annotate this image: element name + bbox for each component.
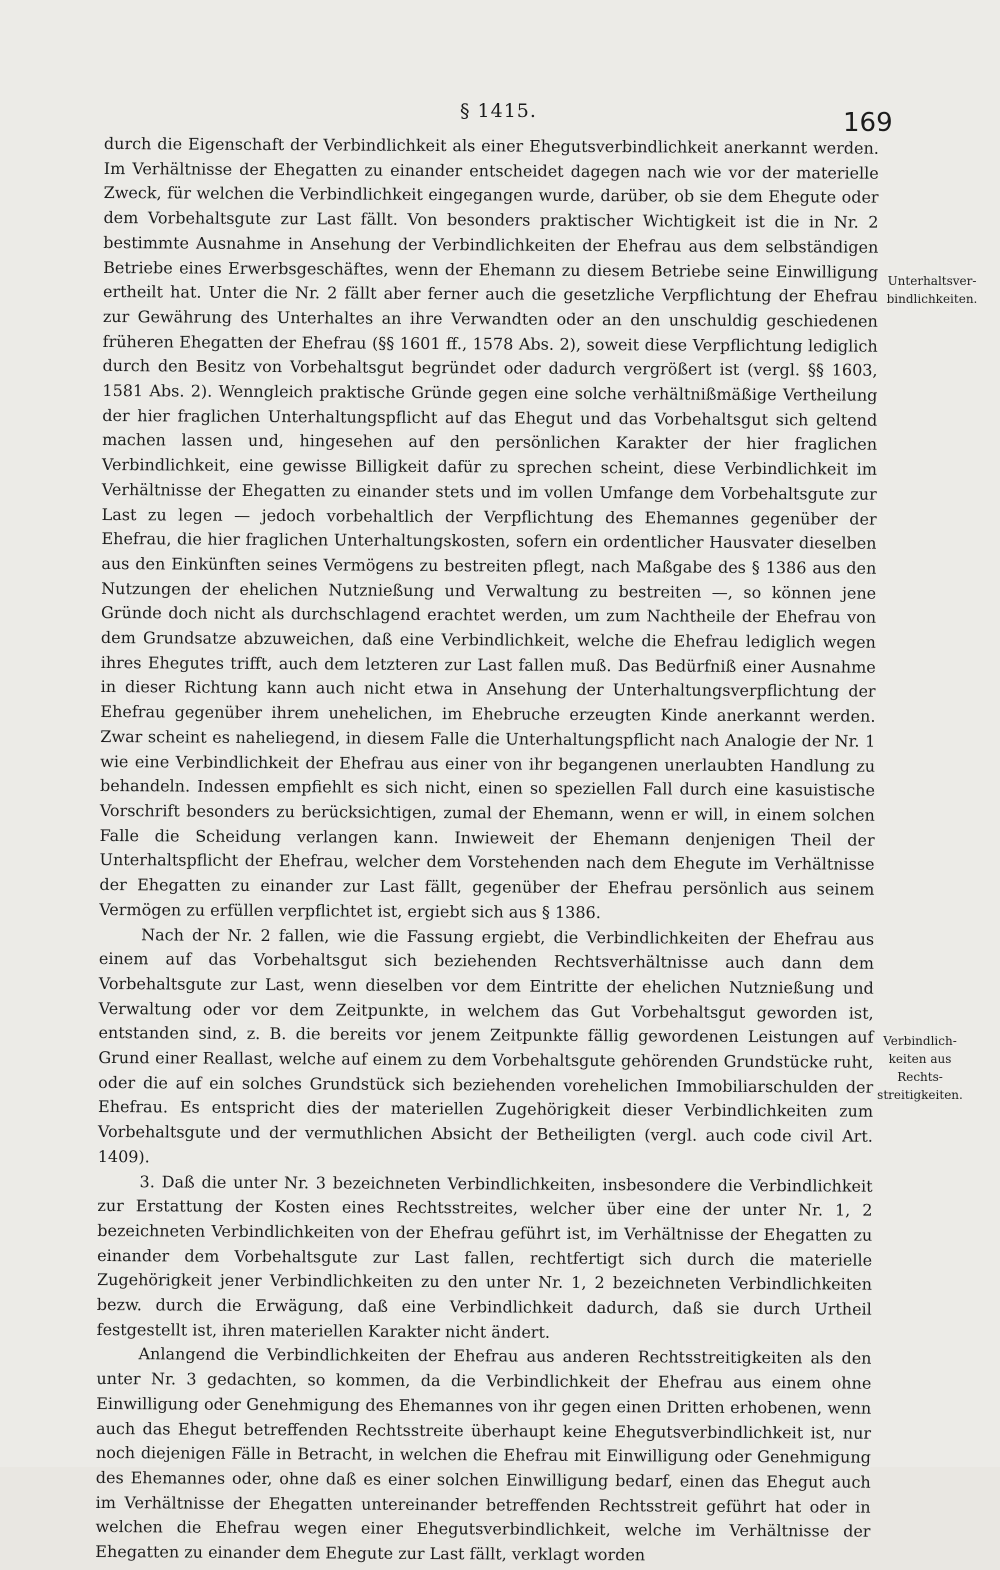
margin-note-line: keiten aus bbox=[888, 1052, 952, 1066]
paragraph-3: 3. Daß die unter Nr. 3 bezeichneten Verbindlichkeiten, insbesondere die Verbindlichkeit zur Erstattung der Kosten eines Rechtsstreites, welcher über eine der unter Nr. 1, 2 bezeichneten Verbindlichkeiten von der Ehefrau geführt ist, im Verhältnisse der Ehegatten zu einander dem Vorbehaltsgute zur Last fallen, rechtfertigt sich durch die materielle Zugehörigkeit jener Verbindlichkeiten zu den unter Nr. 1, 2 bezeichneten Verbindlichkeiten bezw. durch die Erwägung, daß eine Verbindlichkeit dadurch, daß sie durch Urtheil festgestellt ist, ihren materiellen Karakter nicht ändert. bbox=[96, 1171, 873, 1342]
margin-note-line: bindlichkeiten. bbox=[886, 292, 978, 306]
paragraph-4: Anlangend die Verbindlichkeiten der Ehefrau aus anderen Rechtsstreitigkeiten als den unter Nr. 3 gedachten, so kommen, da die Verbindlichkeit der Ehefrau aus einem ohne Einwilligung oder Genehmigung des Ehemannes von ihr gegen einen Dritten erhobenen, wenn auch das Ehegut betreffenden Rechtsstreite überhaupt keine Ehegutsverbindlichkeit ist, nur noch diejenigen Fälle in Betracht, in welchen die Ehefrau mit Einwilligung oder Genehmigung des Ehemannes oder, ohne daß es einer solchen Einwilligung bedarf, einen das Ehegut auch im Verhältnisse der Ehegatten untereinander betreffenden Rechtsstreit geführt hat oder in welchen die Ehefrau wegen einer Ehegutsverbindlichkeit, welche im Verhältnisse der Ehegatten zu einander dem Ehegute zur Last fällt, verklagt worden bbox=[95, 1344, 872, 1565]
margin-note-line: Verbindlich- bbox=[883, 1034, 957, 1048]
margin-note-litigation-liabilities bbox=[870, 1032, 970, 1104]
paragraph-1: durch die Eigenschaft der Verbindlichkeit als einer Ehegutsverbindlichkeit anerkannt werden. Im Verhältnisse der Ehegatten zu einander entscheidet dagegen nach wie vor der materielle Zweck, für welchen die Verbindlichkeit eingegangen wurde, darüber, ob sie dem Ehegute oder dem Vorbehaltsgute zur Last fällt. Von besonders praktischer Wichtigkeit ist die in Nr. 2 bestimmte Ausnahme in Ansehung der Verbindlichkeiten der Ehefrau aus dem selbständigen Betriebe eines Erwerbsgeschäftes, wenn der Ehemann zu diesem Betriebe seine Einwilligung ertheilt hat. Unter die Nr. 2 fällt aber ferner auch die gesetzliche Verpflichtung der Ehefrau zur Gewährung des Unterhaltes an ihre Verwandten oder an den unschuldig geschiedenen früheren Ehegatten der Ehefrau (§§ 1601 ff., 1578 Abs. 2), soweit diese Verpflichtung lediglich durch den Besitz von Vorbehaltsgut begründet oder dadurch vergrößert ist (vergl. §§ 1603, 1581 Abs. 2). Wenngleich praktische Gründe gegen eine solche verhältnißmäßige Vertheilung der hier fraglichen Unterhaltungspflicht auf das Ehegut und das Vorbehaltsgut sich geltend machen lassen und, hingesehen auf den persönlichen Karakter der hier fraglichen Verbindlichkeit, eine gewisse Billigkeit dafür zu sprechen scheint, diese Verbindlichkeit im Verhältnisse der Ehegatten zu einander stets und im vollen Umfange dem Vorbehaltsgute zur Last zu legen — jedoch vorbehaltlich der Verpflichtung des Ehemannes gegenüber der Ehefrau, die hier fraglichen Unterhaltungskosten, sofern ein ordentlicher Hausvater dieselben aus den Einkünften seines Vermögens zu bestreiten pflegt, nach Maßgabe des § 1386 aus den Nutzungen der ehelichen Nutznießung und Verwaltung zu bestreiten —, so können jene Gründe doch nicht als durchschlagend erachtet werden, um zum Nachtheile der Ehefrau von dem Grundsatze abzuweichen, daß eine Verbindlichkeit, welche die Ehefrau lediglich wegen ihres Ehegutes trifft, auch dem letzteren zur Last fallen muß. Das Bedürfniß einer Ausnahme in dieser Richtung kann auch nicht etwa in Ansehung der Unterhaltungsverpflichtung der Ehefrau gegenüber ihrem unehelichen, im Ehebruche erzeugten Kinde anerkannt werden. Zwar scheint es naheliegend, in diesem Falle die Unterhaltungspflicht nach Analogie der Nr. 1 wie eine Verbindlichkeit der Ehefrau aus einer von ihr begangenen unerlaubten Handlung zu behandeln. Indessen empfiehlt es sich nicht, einen so speziellen Fall durch eine kasuistische Vorschrift besonders zu berücksichtigen, zumal der Ehemann, wenn er will, in einem solchen Falle die Scheidung verlangen kann. Inwieweit der Ehemann denjenigen Theil der Unterhaltspflicht der Ehefrau, welcher dem Vorstehenden nach dem Ehegute im Verhältnisse der Ehegatten zu einander zur Last fällt, gegenüber der Ehefrau persönlich aus seinem Vermögen zu erfüllen verpflichtet ist, ergiebt sich aus § 1386. bbox=[99, 133, 879, 922]
margin-note-line: Unterhaltsver- bbox=[887, 274, 977, 288]
paragraph-2: Nach der Nr. 2 fallen, wie die Fassung ergiebt, die Verbindlichkeiten der Ehefrau aus einem auf das Vorbehaltsgut sich beziehenden Rechtsverhältnisse auch dann dem Vorbehaltsgute zur Last, wenn dieselben vor dem Eintritte der ehelichen Nutznießung und Verwaltung oder vor dem Zeitpunkte, in welchem das Gut Vorbehaltsgut geworden ist, entstanden sind, z. B. die bereits vor jenem Zeitpunkte fällig gewordenen Leistungen auf Grund einer Reallast, welche auf einem zu dem Vorbehaltsgute gehörenden Grundstücke ruht, oder die auf ein solches Grundstück sich beziehenden vorehelichen Immobiliarschulden der Ehefrau. Es entspricht dies der materiellen Zugehörigkeit dieser Verbindlichkeiten zum Vorbehaltsgute und der vermuthlichen Absicht der Betheiligten (vergl. auch code civil Art. 1409). bbox=[97, 924, 875, 1167]
margin-note-line: streitigkeiten. bbox=[877, 1088, 963, 1102]
page-number: 169 bbox=[843, 108, 893, 138]
section-header: § 1415. bbox=[460, 100, 537, 122]
margin-note-maintenance-obligations bbox=[882, 272, 982, 308]
margin-note-line: Rechts- bbox=[897, 1070, 943, 1084]
body-text bbox=[95, 132, 879, 1569]
